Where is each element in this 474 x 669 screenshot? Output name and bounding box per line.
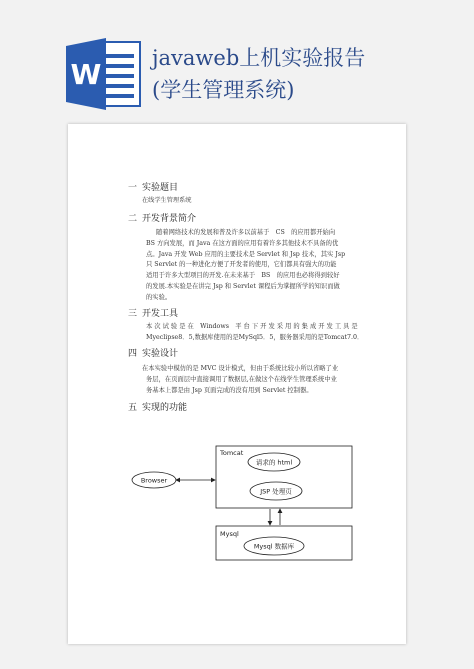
word-document-icon <box>64 36 144 112</box>
document-subtitle: (学生管理系统) <box>152 78 295 102</box>
mysql-db-label: Mysql 数据库 <box>253 542 295 551</box>
banner <box>0 0 474 125</box>
design-paragraph: 在本实验中模仿的是 MVC 设计模式，但由于系统比较小所以省略了业 务层，在页面层中直接调用了数据层,在做这个在线学生管理系统中业 务基本上都是由 Jsp 页面完成的没有用到 Servlet 控制器。 <box>142 365 339 394</box>
background-paragraph: 随着网络技术的发展和普及许多以前基于 CS 的应用都开始向 BS 方向发展，而 Java 在这方面的应用有着许多其他技术不具备的优 点。Java 开发 Web 应用的主要技术是 Servlet 和 Jsp 技术，其实 Jsp 只 Servlet 的一种进化方便了开发者的使用，它们都具有强大的功能 适用于许多大型项目的开发.在未来基于 BS 的应用也必将得到较好 的发展.本实验是在讲完 Jsp 和 Servlet 课程后为掌握所学的知识而做 的实验。 <box>146 229 346 301</box>
svg-text:W: W <box>70 58 102 91</box>
section-heading-5: 五 实现的功能 <box>128 403 188 413</box>
section-heading-2: 二 开发背景简介 <box>128 214 197 224</box>
tomcat-label: Tomcat <box>220 449 244 457</box>
topic-text: 在线学生管理系统 <box>142 197 192 204</box>
architecture-diagram <box>124 436 364 568</box>
mysql-label: Mysql <box>220 530 239 538</box>
section-heading-4: 四 实验设计 <box>128 349 179 359</box>
document-title: javaweb上机实验报告 <box>152 46 366 70</box>
browser-label: Browser <box>140 476 168 485</box>
jsp-label: JSP 处理页 <box>260 487 292 496</box>
document-page <box>68 124 406 644</box>
section-heading-3: 三 开发工具 <box>128 309 179 319</box>
section-heading-1: 一 实验题目 <box>128 183 179 193</box>
tools-paragraph: 本 次 试 验 是 在 Windows 平 台 下 开 发 采 用 的 集 成 开 发 工 具 是 Myeclipse8．5,数据库使用的是MySql5．5，服务器采用的是Tomcat7.0． <box>146 323 364 341</box>
request-html-label: 请求的 html <box>255 458 293 467</box>
